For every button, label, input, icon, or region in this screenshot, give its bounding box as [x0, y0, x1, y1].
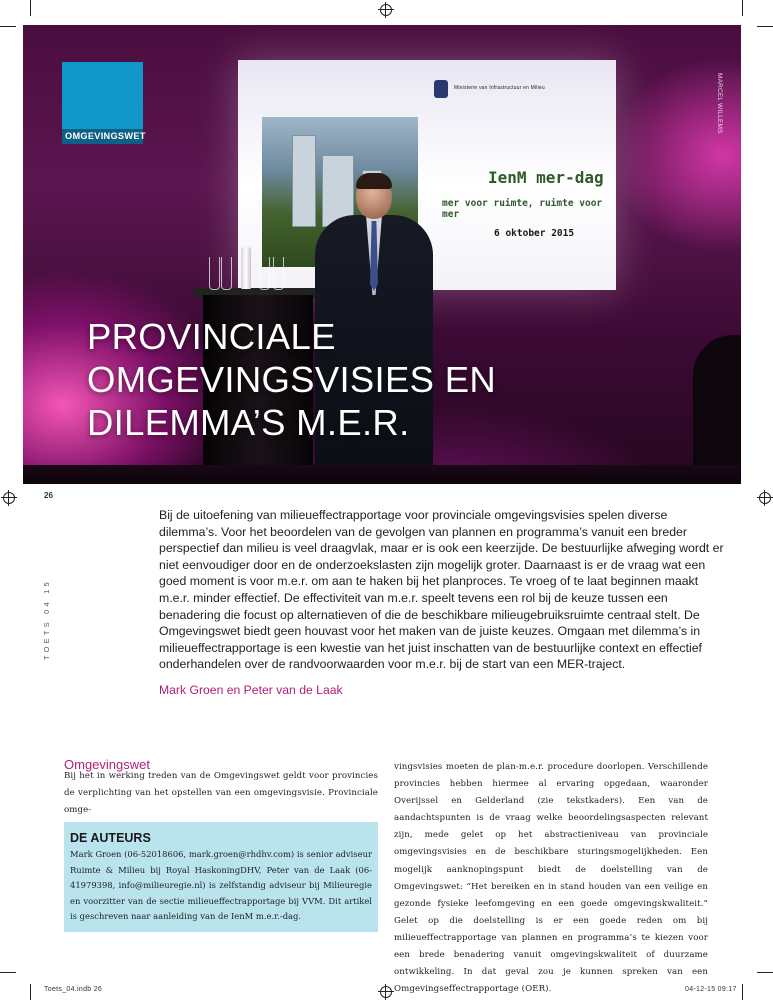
ministry-crest-icon — [434, 80, 448, 98]
crop-mark — [757, 972, 773, 973]
bottle-icon — [241, 247, 251, 289]
crop-mark — [742, 0, 743, 16]
registration-mark-icon — [759, 492, 771, 504]
crop-mark — [742, 984, 743, 1000]
crop-mark — [30, 984, 31, 1000]
magazine-issue-label: TOETS 04 15 — [42, 579, 51, 660]
crop-mark — [30, 0, 31, 16]
headline-line: PROVINCIALE — [87, 316, 336, 357]
audience-silhouette — [693, 335, 741, 484]
registration-mark-icon — [380, 4, 392, 16]
registration-mark-icon — [3, 492, 15, 504]
section-heading: Omgevingswet — [64, 757, 150, 772]
byline: Mark Groen en Peter van de Laak — [159, 683, 343, 697]
slide-subtitle: mer voor ruimte, ruimte voor mer — [442, 198, 603, 220]
headline-line: DILEMMA’S M.E.R. — [87, 402, 410, 443]
print-slug-date: 04-12-15 09:17 — [685, 986, 737, 993]
crop-mark — [0, 972, 16, 973]
section-tag: OMGEVINGSWET — [62, 129, 143, 144]
slide-header: Ministerie van Infrastructuur en Milieu — [454, 85, 545, 91]
glass-icon — [259, 257, 270, 290]
registration-mark-icon — [380, 986, 392, 998]
crop-mark — [0, 26, 16, 27]
speaker-hair — [356, 173, 392, 189]
slide-date: 6 oktober 2015 — [494, 228, 575, 239]
print-slug-file: Toets_04.indb 26 — [44, 986, 103, 993]
body-column-right: vingsvisies moeten de plan-m.e.r. procedure doorlopen. Verschillende provincies hebben hiermee al ervaring opgedaan, waaronder Overijssel en Gelderland (zie tekstkaders). Een van de aandachtspunten is de vraag welke beoordelingsaspecten relevant zijn, mede gelet op het abstractieniveau van provinciale omgevingsvisies en de beschikbare sturingsmogelijkheden. Een mogelijk aanknopingspunt biedt de doelstelling van de Omgevingswet: “Het bereiken en in stand houden van een veilige en gezonde fysieke leefomgeving en een goede omgevingskwaliteit.” Gelet op die doelstelling is er een goede reden om bij milieueffectrapportage van plannen en programma’s te kiezen voor een brede benadering vanuit omgevingskwaliteit of duurzame ontwikkeling. In dat geval zou je kunnen spreken van een Omgevingseffectrapportage (OER). — [394, 762, 708, 995]
slide-title: IenM mer-dag — [488, 168, 604, 187]
article-headline — [87, 315, 496, 444]
glass-icon — [273, 257, 284, 290]
stage — [23, 465, 741, 484]
authors-title: DE AUTEURS — [70, 831, 151, 845]
crop-mark — [757, 26, 773, 27]
body-column-left: Bij het in werking treden van de Omgevingswet geldt voor provincies de verplichting van het opstellen van een omgevingsvisie. Provinciale omge- — [64, 771, 378, 816]
glass-icon — [209, 257, 220, 290]
glass-icon — [221, 257, 232, 290]
authors-text: Mark Groen (06-52018606, mark.groen@rhdhv.com) is senior adviseur Ruimte & Milieu bij Royal HaskoningDHV, Peter van de Laak (06-41979398, info@milieuregie.nl) is zelfstandig adviseur bij Milieuregie en voorzitter van de sectie milieueffectrapportage bij VVM. Dit artikel is geschreven naar aanleiding van de IenM m.e.r.-dag. — [70, 849, 372, 922]
hero-photo — [23, 25, 741, 484]
authors-box — [64, 822, 378, 932]
photo-credit: MARCEL WILLEMS — [716, 73, 723, 134]
intro-paragraph: Bij de uitoefening van milieueffectrapportage voor provinciale omgevingsvisies spelen diverse dilemma’s. Voor het beoordelen van de gevolgen van plannen en programma’s vanuit een breder perspectief dan milieu is veel draagvlak, maar er is ook een keerzijde. De bestuurlijke afweging wordt er niet eenvoudiger door en de onderzoekslasten zijn mogelijk groter. Daarnaast is er de vraag wat een goed moment is voor m.e.r. om aan te haken bij het planproces. Te vroeg of te laat beginnen maakt m.e.r. minder effectief. De effectiviteit van m.e.r. speelt tevens een rol bij de keuze tussen een benadering die focust op alternatieven of die de beschikbare milieugebruiksruimte centraal stelt. De Omgevingswet biedt geen houvast voor het maken van de juiste keuzes. Omgaan met dilemma’s in milieueffectrapportage is een kwestie van het juist inschatten van de bestuurlijke context en effectief onderhandelen over de randvoorwaarden voor m.e.r. bij de start van een MER-traject. — [159, 508, 724, 672]
headline-line: OMGEVINGSVISIES EN — [87, 359, 497, 400]
page-number: 26 — [44, 491, 53, 500]
